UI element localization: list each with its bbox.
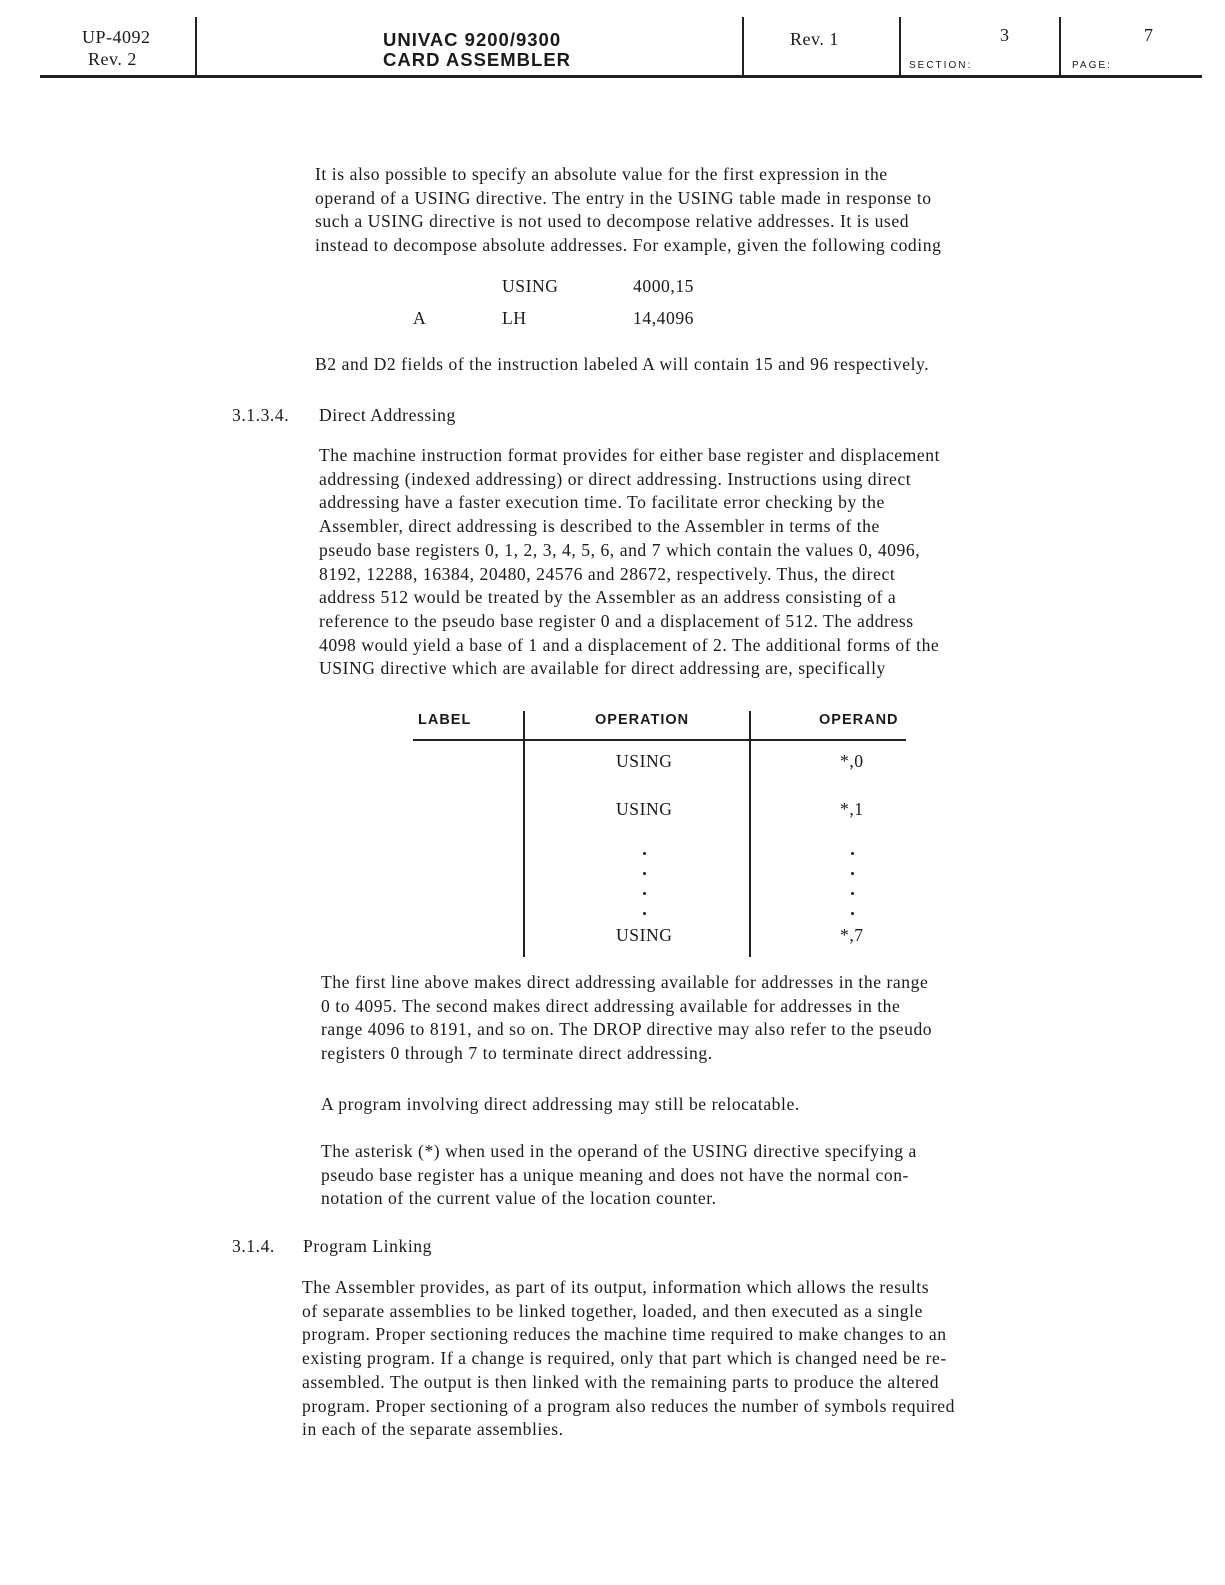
text-line: The machine instruction format provides for either base register and displacement xyxy=(319,445,941,465)
relocatable-paragraph: A program involving direct addressing may still be relocatable. xyxy=(321,1094,800,1114)
section-number: 3.1.4. xyxy=(232,1236,275,1256)
text-line: 4098 would yield a base of 1 and a displacement of 2. The additional forms of the xyxy=(319,634,940,655)
table-header-operation: OPERATION xyxy=(595,712,690,728)
code-operand: 14,4096 xyxy=(633,308,695,328)
text-line: USING directive which are available for direct addressing are, specifically xyxy=(319,658,886,679)
text-line: Assembler, direct addressing is described to the Assembler in terms of the xyxy=(319,516,880,537)
text-line: 0 to 4095. The second makes direct addressing available for addresses in the xyxy=(321,995,901,1016)
table-column-divider xyxy=(749,711,751,957)
text-line: The asterisk (*) when used in the operand of the USING directive specifying a xyxy=(321,1141,917,1161)
section-label: SECTION: xyxy=(909,60,973,71)
table-cell-operation: USING xyxy=(616,925,673,945)
doc-revision: Rev. 2 xyxy=(88,49,137,69)
table-header-operand: OPERAND xyxy=(819,712,899,728)
text-line: registers 0 through 7 to terminate direct addressing. xyxy=(321,1043,713,1064)
text-line: address 512 would be treated by the Assembler as an address consisting of a xyxy=(319,587,897,608)
text-line: in each of the separate assemblies. xyxy=(302,1419,564,1440)
text-line: The first line above makes direct addressing available for addresses in the range xyxy=(321,972,929,992)
table-column-divider xyxy=(523,711,525,957)
section-number: 3 xyxy=(1000,25,1010,45)
doc-number: UP-4092 xyxy=(82,27,151,47)
code-operation: LH xyxy=(502,308,527,328)
program-linking-paragraph xyxy=(302,1276,955,1442)
text-line: program. Proper sectioning of a program also reduces the number of symbols required xyxy=(302,1395,955,1416)
header-rule xyxy=(40,75,1202,78)
text-line: range 4096 to 8191, and so on. The DROP directive may also refer to the pseudo xyxy=(321,1019,933,1040)
asterisk-paragraph xyxy=(321,1140,917,1211)
range-paragraph xyxy=(321,971,932,1066)
header-divider xyxy=(1059,17,1061,76)
text-line: addressing (indexed addressing) or direct addressing. Instructions using direct xyxy=(319,468,912,489)
page-label: PAGE: xyxy=(1072,60,1112,71)
code-operand: 4000,15 xyxy=(633,276,695,296)
text-line: of separate assemblies to be linked together, loaded, and then executed as a single xyxy=(302,1300,923,1321)
header-divider xyxy=(742,17,744,76)
doc-title-line1: UNIVAC 9200/9300 xyxy=(383,29,562,50)
text-line: 8192, 12288, 16384, 20480, 24576 and 28672, respectively. Thus, the direct xyxy=(319,563,896,584)
text-line: existing program. If a change is required, only that part which is changed need be re- xyxy=(302,1348,947,1369)
text-line: program. Proper sectioning reduces the machine time required to make changes to an xyxy=(302,1324,947,1345)
text-line: pseudo base registers 0, 1, 2, 3, 4, 5, 6, and 7 which contain the values 0, 4096, xyxy=(319,539,921,560)
direct-addressing-paragraph xyxy=(319,444,940,681)
section-number: 3.1.3.4. xyxy=(232,405,290,425)
revision-number: Rev. 1 xyxy=(790,29,839,49)
section-title: Direct Addressing xyxy=(319,405,456,425)
text-line: operand of a USING directive. The entry in the USING table made in response to xyxy=(315,187,932,208)
text-line: such a USING directive is not used to decompose relative addresses. It is used xyxy=(315,211,910,232)
section-title: Program Linking xyxy=(303,1236,432,1256)
doc-title-line2: CARD ASSEMBLER xyxy=(383,49,572,70)
code-label: A xyxy=(413,308,427,328)
table-cell-operation: USING xyxy=(616,751,673,771)
example-result: B2 and D2 fields of the instruction labeled A will contain 15 and 96 respectively. xyxy=(315,354,930,374)
intro-paragraph xyxy=(315,163,941,258)
table-cell-operand: *,7 xyxy=(840,925,864,945)
text-line: addressing have a faster execution time. To facilitate error checking by the xyxy=(319,492,885,513)
text-line: pseudo base register has a unique meaning and does not have the normal con- xyxy=(321,1164,909,1185)
text-line: assembled. The output is then linked with the remaining parts to produce the altered xyxy=(302,1371,940,1392)
table-cell-operand: *,0 xyxy=(840,751,864,771)
table-header-label: LABEL xyxy=(418,712,472,728)
text-line: reference to the pseudo base register 0 and a displacement of 512. The address xyxy=(319,610,914,631)
table-cell-operand: *,1 xyxy=(840,799,864,819)
header-divider xyxy=(899,17,901,76)
text-line: The Assembler provides, as part of its output, information which allows the results xyxy=(302,1277,930,1297)
page-number: 7 xyxy=(1144,25,1154,45)
text-line: instead to decompose absolute addresses. For example, given the following coding xyxy=(315,235,942,256)
table-header-rule xyxy=(413,739,906,741)
text-line: notation of the current value of the location counter. xyxy=(321,1188,717,1209)
table-cell-operation: USING xyxy=(616,799,673,819)
text-line: It is also possible to specify an absolute value for the first expression in the xyxy=(315,164,888,184)
code-operation: USING xyxy=(502,276,559,296)
header-divider xyxy=(195,17,197,76)
